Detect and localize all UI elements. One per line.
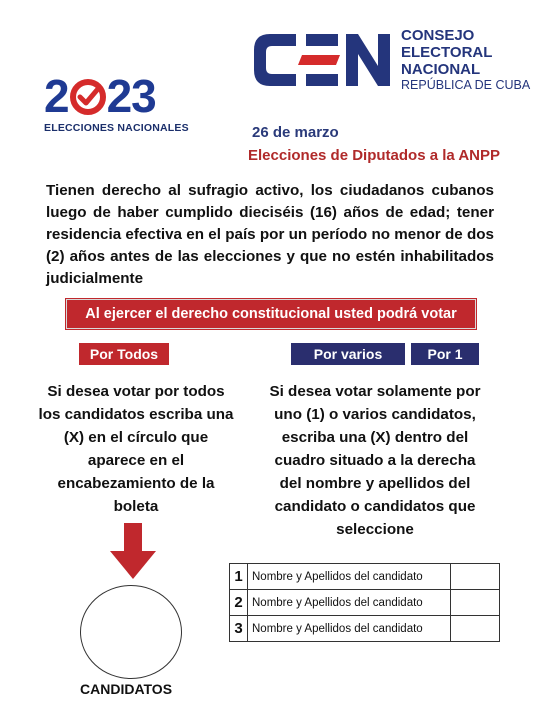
table-row bbox=[230, 564, 500, 590]
candidate-name: Nombre y Apellidos del candidato bbox=[248, 564, 451, 590]
cen-country: REPÚBLICA DE CUBA bbox=[401, 78, 531, 92]
vote-all-circle[interactable] bbox=[80, 585, 182, 679]
tag-por-uno: Por 1 bbox=[411, 343, 479, 365]
intro-paragraph: Tienen derecho al sufragio activo, los ciudadanos cubanos luego de haber cumplido dieciséis (16) años de edad; tener residencia efectiva en el país por un período no menor de dos (2) años antes de las elecciones y que no estén inhabilitados judicialmente bbox=[46, 182, 494, 287]
election-date: 26 de marzo bbox=[252, 124, 339, 141]
logo-year-digit-2: 2 bbox=[44, 70, 69, 122]
instructions-varios: Si desea votar solamente por uno (1) o varios candidatos, escriba una (X) dentro del cuadro situado a la derecha del nombre y apellidos del candidato o candidatos que seleccione bbox=[269, 383, 481, 538]
candidate-number: 3 bbox=[230, 616, 248, 642]
table-row bbox=[230, 590, 500, 616]
election-title: Elecciones de Diputados a la ANPP bbox=[248, 147, 501, 164]
cen-title bbox=[401, 27, 540, 93]
candidate-vote-box[interactable] bbox=[451, 616, 500, 642]
cen-logo-icon bbox=[250, 28, 395, 92]
logo-2023 bbox=[44, 70, 204, 134]
tag-por-varios: Por varios bbox=[291, 343, 405, 365]
candidate-vote-box[interactable] bbox=[451, 590, 500, 616]
candidate-vote-box[interactable] bbox=[451, 564, 500, 590]
arrow-down-icon bbox=[110, 523, 156, 579]
candidate-number: 2 bbox=[230, 590, 248, 616]
candidate-name: Nombre y Apellidos del candidato bbox=[248, 616, 451, 642]
instructions-todos: Si desea votar por todos los candidatos escriba una (X) en el círculo que aparece en el encabezamiento de la boleta bbox=[38, 383, 234, 515]
logo-subtitle: ELECCIONES NACIONALES bbox=[44, 122, 189, 134]
candidate-number: 1 bbox=[230, 564, 248, 590]
candidatos-label: CANDIDATOS bbox=[80, 681, 173, 697]
cen-line-3: NACIONAL bbox=[401, 61, 481, 78]
check-circle-icon bbox=[70, 79, 106, 115]
candidates-table bbox=[229, 563, 500, 642]
cen-line-1: CONSEJO bbox=[401, 27, 475, 44]
table-row bbox=[230, 616, 500, 642]
cen-line-2: ELECTORAL bbox=[401, 44, 493, 61]
tag-por-todos: Por Todos bbox=[79, 343, 169, 365]
vote-banner: Al ejercer el derecho constitucional usted podrá votar bbox=[66, 299, 476, 329]
logo-year bbox=[44, 70, 204, 122]
candidate-name: Nombre y Apellidos del candidato bbox=[248, 590, 451, 616]
logo-year-digits-23: 23 bbox=[106, 70, 156, 122]
